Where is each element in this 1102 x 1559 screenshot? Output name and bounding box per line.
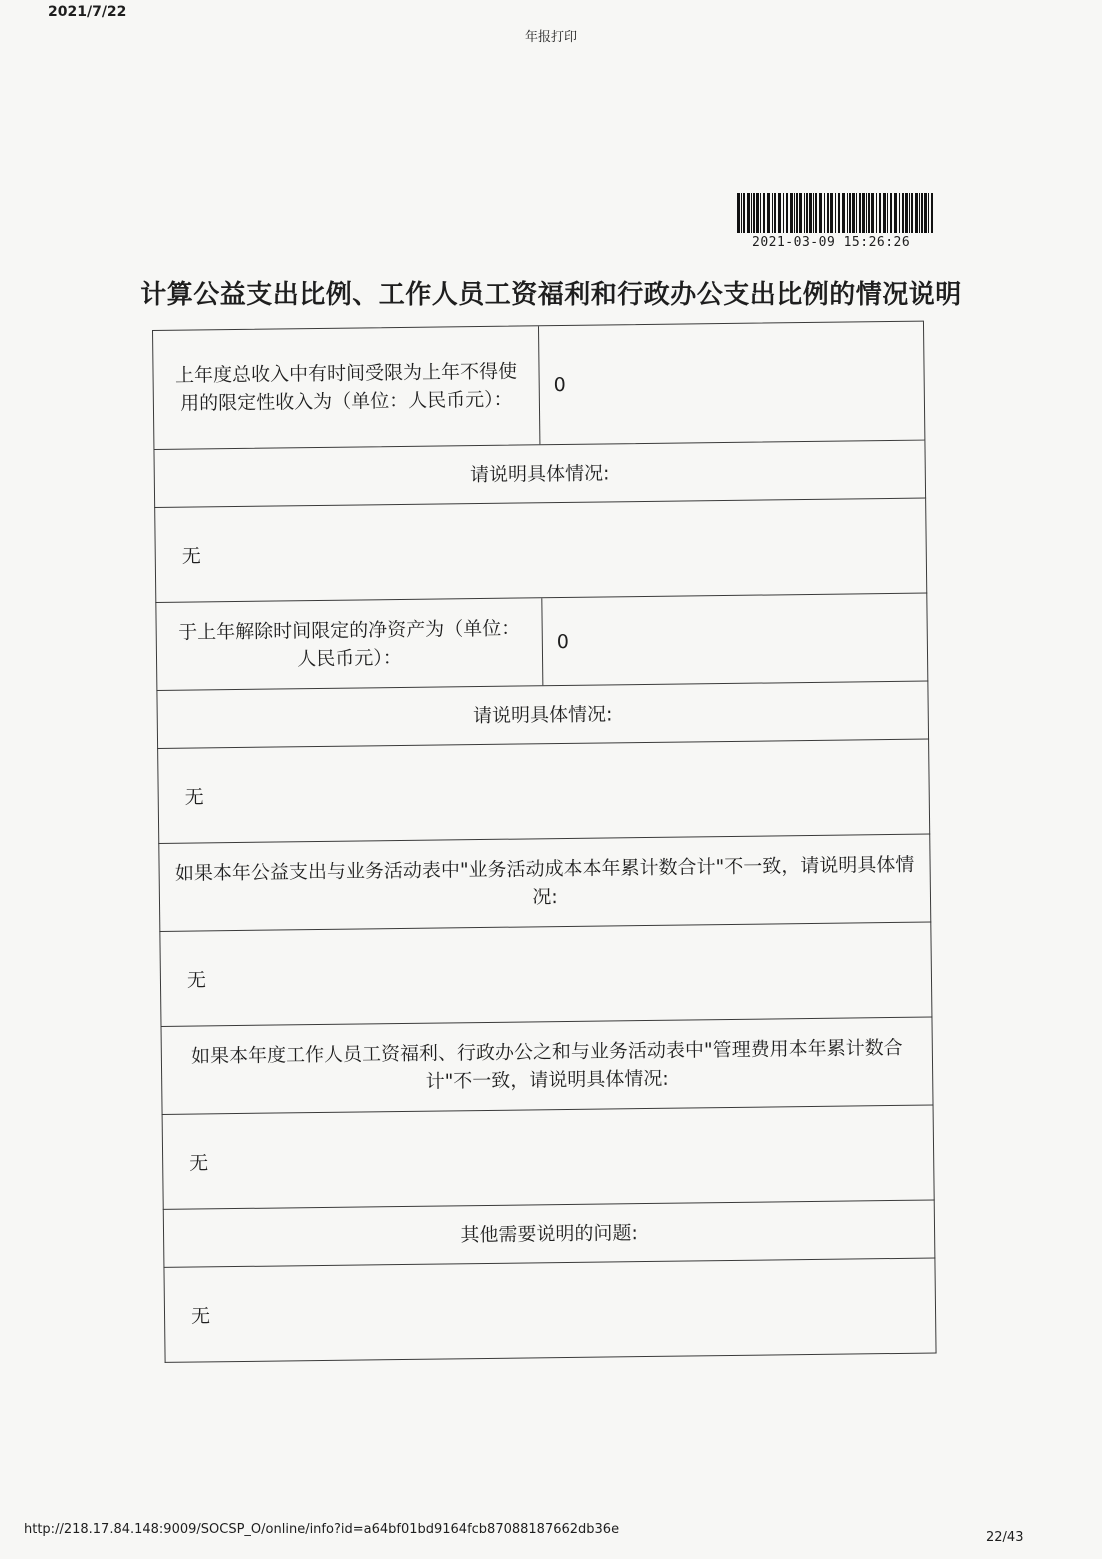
page-url: http://218.17.84.148:9009/SOCSP_O/online/info?id=a64bf01bd9164fcb87088187662db36e xyxy=(24,1522,620,1537)
admin-cost-question: 如果本年度工作人员工资福利、行政办公之和与业务活动表中"管理费用本年累计数合计"不一致，请说明具体情况: xyxy=(161,1018,934,1115)
barcode-image xyxy=(737,193,935,233)
restricted-income-value: 0 xyxy=(553,373,566,397)
explain-header-1: 请说明具体情况: xyxy=(153,441,926,508)
answer-1: 无 xyxy=(154,499,927,603)
document-title: 计算公益支出比例、工作人员工资福利和行政办公支出比例的情况说明 xyxy=(140,280,962,310)
answer-5: 无 xyxy=(163,1258,936,1362)
other-issues-header: 其他需要说明的问题: xyxy=(163,1201,936,1268)
restricted-income-row xyxy=(152,321,925,450)
public-welfare-question: 如果本年公益支出与业务活动表中"业务活动成本本年累计数合计"不一致，请说明具体情况: xyxy=(158,835,931,932)
page-number: 22/43 xyxy=(986,1530,1024,1545)
released-assets-row xyxy=(155,594,928,691)
released-assets-label: 于上年解除时间限定的净资产为（单位：人民币元）： xyxy=(156,598,543,690)
answer-4: 无 xyxy=(162,1106,935,1210)
restricted-income-label: 上年度总收入中有时间受限为上年不得使用的限定性收入为（单位：人民币元）： xyxy=(153,326,540,449)
answer-2: 无 xyxy=(157,740,930,844)
print-date: 2021/7/22 xyxy=(48,4,127,20)
explain-header-2: 请说明具体情况: xyxy=(156,682,929,749)
answer-3: 无 xyxy=(159,923,932,1027)
barcode-timestamp: 2021-03-09 15:26:26 xyxy=(752,235,911,250)
released-assets-value: 0 xyxy=(556,630,570,653)
explanation-form xyxy=(152,321,937,1363)
page-header-title: 年报打印 xyxy=(524,30,577,45)
